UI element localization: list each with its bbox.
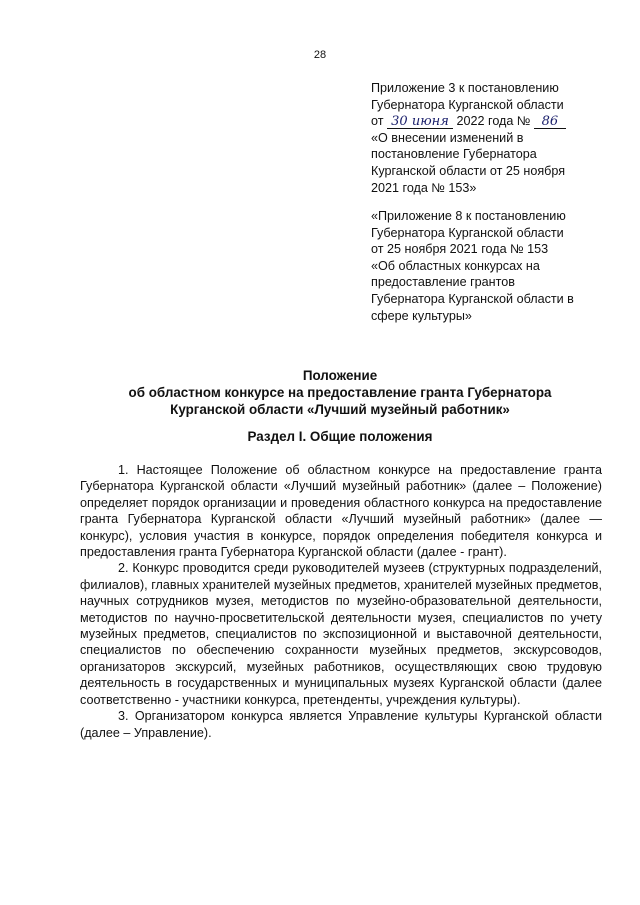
appendix-line: «О внесении изменений в xyxy=(371,130,524,145)
appendix-line: Губернатора Курганской области в xyxy=(371,291,574,306)
handwritten-date: 30 июня xyxy=(387,115,453,129)
appendix-reference xyxy=(371,208,611,324)
appendix-line: сфере культуры» xyxy=(371,308,472,323)
document-body xyxy=(80,462,602,741)
title-line: об областном конкурсе на предоставление гранта Губернатора xyxy=(128,385,552,400)
appendix-line: Курганской области от 25 ноября xyxy=(371,163,566,178)
title-line: Положение xyxy=(302,368,378,383)
appendix-line: постановление Губернатора xyxy=(371,147,537,162)
handwritten-number: 86 xyxy=(534,115,566,129)
document-title xyxy=(60,367,620,418)
appendix-line: Губернатора Курганской области xyxy=(371,97,564,112)
paragraph: 2. Конкурс проводится среди руководителей музеев (структурных подразделений, филиалов), главных хранителей музейных предметов, хранителей музейных предметов, научных сотрудников музея, методистов по музейно-образовательной деятельности, методистов по научно-просветительской деятельности музея, специалистов по учету музейных предметов, специалистов по экспозиционной и выставочной деятельности, специалистов по обеспечению сохранности музейных предметов, экскурсоводов, организаторов экскурсий, музейных работников, осуществляющих свою трудовую деятельность в государственных и муниципальных музеях Курганской области (далее соответственно - участники конкурса, претенденты, учреждения культуры). xyxy=(80,561,602,707)
year-text: 2022 года № xyxy=(456,114,531,129)
appendix-line: Губернатора Курганской области xyxy=(371,225,564,240)
appendix-line: от 25 ноября 2021 года № 153 xyxy=(371,242,549,257)
appendix-line: «Приложение 8 к постановлению xyxy=(371,209,566,223)
title-line: Курганской области «Лучший музейный работник» xyxy=(170,402,510,417)
appendix-header xyxy=(371,80,611,196)
appendix-line: «Об областных конкурсах на xyxy=(371,258,540,273)
section-heading: Раздел I. Общие положения xyxy=(247,429,433,444)
appendix-line: 2021 года № 153» xyxy=(371,180,477,195)
paragraph: 3. Организатором конкурса является Управление культуры Курганской области (далее – Управление). xyxy=(80,709,602,740)
appendix-line: предоставление грантов xyxy=(371,275,515,290)
page-number: 28 xyxy=(313,49,327,61)
appendix-line: Приложение 3 к постановлению xyxy=(371,81,559,95)
appendix-date-line xyxy=(371,113,611,130)
paragraph: 1. Настоящее Положение об областном конкурсе на предоставление гранта Губернатора Курганской области «Лучший музейный работник» (далее – Положение) определяет порядок организации и проведения областного конкурса на предоставление гранта Губернатора Курганской области «Лучший музейный работник» (далее — конкурс), условия участия в конкурсе, порядок определения победителя конкурса и предоставления гранта Губернатора Курганской области (далее - грант). xyxy=(80,463,602,560)
date-prefix: от xyxy=(371,114,384,129)
